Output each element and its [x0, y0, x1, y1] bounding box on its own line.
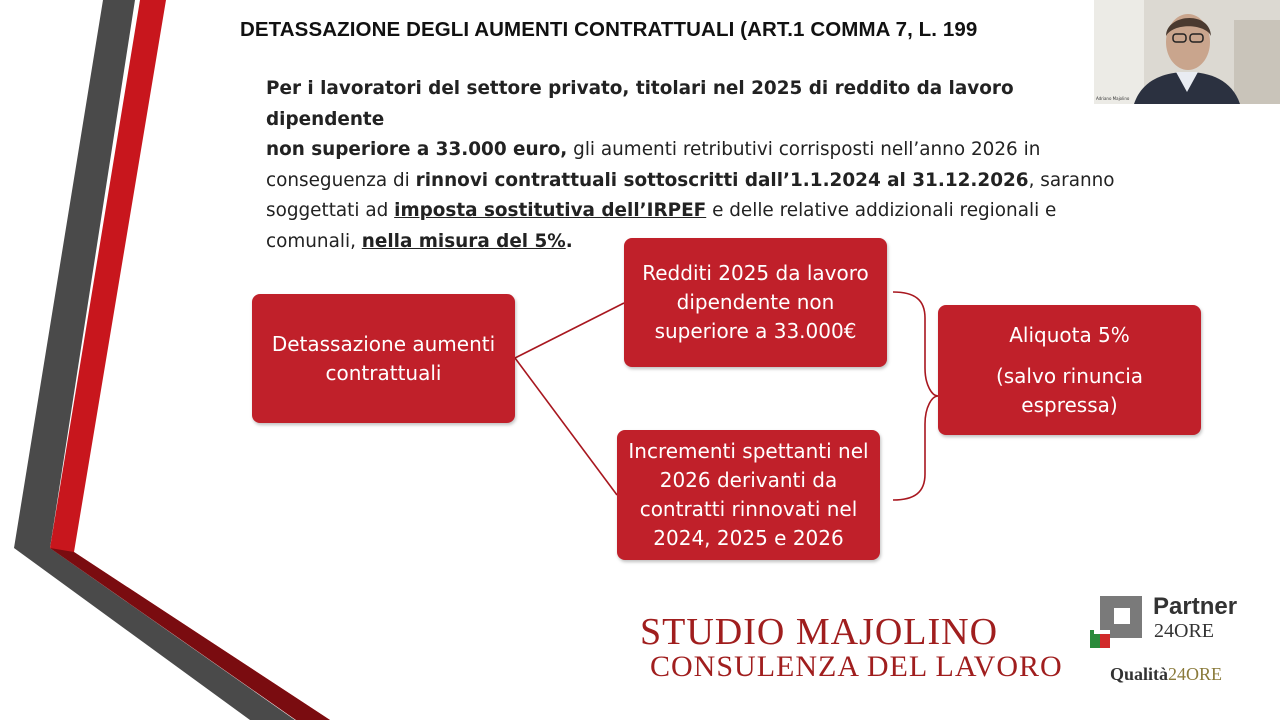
brace-connector [893, 292, 938, 500]
slide-paragraph: Per i lavoratori del settore privato, titolari nel 2025 di reddito da lavoro dipendente non superiore a 33.000 euro, gli aumenti retributivi corrisposti nell’anno 2026 in conseguenza di rinnovi contrattuali sottoscritti dall’1.1.2024 al 31.12.2026, saranno soggettati ad imposta sostitutiva dell’IRPEF e delle relative addizionali regionali e comunali, nella misura del 5%. [266, 78, 1115, 252]
participant-video [1094, 0, 1280, 104]
partner-label: Partner [1153, 593, 1238, 620]
studio-logo-line2: CONSULENZA DEL LAVORO [650, 650, 1063, 683]
video-thumbnail[interactable] [1094, 0, 1280, 104]
box-condition-increments: Incrementi spettanti nel 2026 derivanti da contratti rinnovati nel 2024, 2025 e 2026 [617, 430, 880, 560]
partner-logo-icon [1090, 594, 1146, 650]
partner-24ore-label: 24ORE [1154, 620, 1214, 642]
connector-line-upper [515, 303, 624, 358]
slide-title: DETASSAZIONE DEGLI AUMENTI CONTRATTUALI (ART.1 COMMA 7, L. 199 [240, 18, 978, 41]
box-condition-income: Redditi 2025 da lavoro dipendente non superiore a 33.000€ [624, 238, 887, 367]
connector-line-lower [515, 358, 617, 495]
studio-logo-line1: STUDIO MAJOLINO [640, 611, 999, 653]
box-root: Detassazione aumenti contrattuali [252, 294, 515, 423]
participant-name-label: Adriano Majolino [1096, 96, 1130, 101]
box-result-rate: Aliquota 5% (salvo rinuncia espressa) [938, 305, 1201, 435]
qualita-logo: Qualità24ORE [1110, 664, 1223, 684]
